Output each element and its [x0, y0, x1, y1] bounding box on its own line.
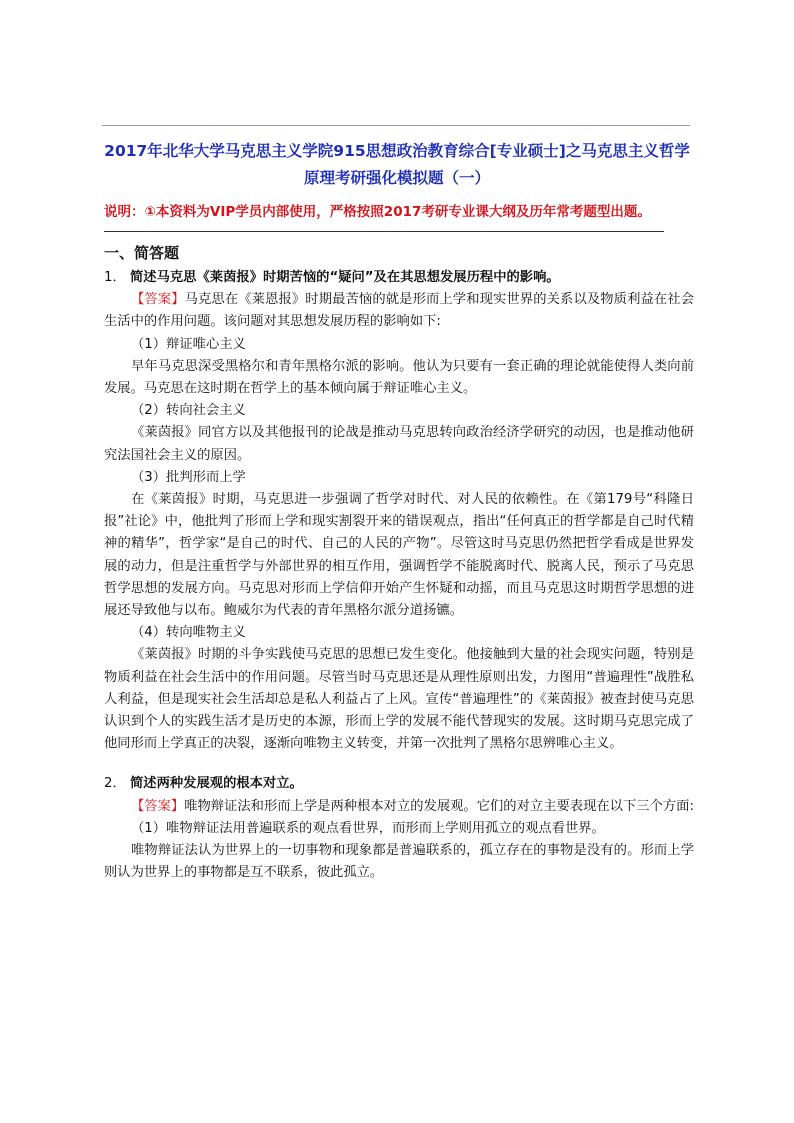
- question-spacer: [104, 755, 694, 773]
- point-text: 《莱茵报》同官方以及其他报刊的论战是推动马克思转向政治经济学研究的动因，也是推动他研究法国社会主义的原因。: [104, 425, 694, 463]
- answer-tag: 【答案】: [131, 798, 185, 814]
- document-title: [92, 138, 702, 192]
- question-number: 1．: [104, 270, 126, 285]
- point-heading: （3）批判形而上学: [131, 469, 246, 485]
- question-2: [104, 773, 694, 795]
- point-heading: （1）唯物辩证法用普遍联系的观点看世界，而形而上学则用孤立的观点看世界。: [131, 820, 605, 836]
- section-title: 一、简答题: [104, 244, 180, 262]
- point-heading: （1）辩证唯心主义: [131, 336, 246, 352]
- answer-text: 唯物辩证法和形而上学是两种根本对立的发展观。它们的对立主要表现在以下三个方面:: [184, 798, 694, 814]
- answer-intro: [104, 796, 694, 818]
- answer-intro: [104, 289, 694, 333]
- point-heading: （2）转向社会主义: [131, 403, 246, 419]
- notice-rule: [104, 231, 664, 232]
- question-text: 简述马克思《莱茵报》时期苦恼的“疑问”及在其思想发展历程中的影响。: [130, 270, 560, 285]
- point-text: 早年马克思深受黑格尔和青年黑格尔派的影响。他认为只要有一套正确的理论就能使得人类向前发展。马克思在这时期在哲学上的基本倾向属于辩证唯心主义。: [104, 358, 694, 397]
- question-text: 简述两种发展观的根本对立。: [130, 776, 303, 792]
- title-line-1: 2017年北华大学马克思主义学院915思想政治教育综合[专业硕士]之马克思主义哲学: [104, 142, 690, 160]
- answer-text: 马克思在《莱恩报》时期最苦恼的就是形而上学和现实世界的关系以及物质利益在社会生活中的作用问题。该问题对其思想发展历程的影响如下:: [104, 292, 695, 330]
- question-1: [104, 267, 694, 289]
- point-text: 在《莱茵报》时期，马克思进一步强调了哲学对时代、对人民的依赖性。在《第179号“科隆日报”社论》中，他批判了形而上学和现实割裂开来的错误观点，指出“任何真正的哲学都是自己时代精神的精华”，哲学家“是自己的时代、自己的人民的产物”。尽管这时马克思仍然把哲学看成是世界发展的动力，但是注重哲学与外部世界的相互作用，强调哲学不能脱离时代、脱离人民，预示了马克思哲学思想的发展方向。马克思对形而上学信仰开始产生怀疑和动摇，而且马克思这时期哲学思想的进展还导致他与以布。鲍威尔为代表的青年黑格尔派分道扬镳。: [104, 492, 694, 619]
- document-body: [104, 267, 694, 884]
- question-number: 2．: [104, 776, 126, 792]
- answer-tag: 【答案】: [131, 292, 185, 308]
- point-text: 唯物辩证法认为世界上的一切事物和现象都是普遍联系的，孤立存在的事物是没有的。形而上学则认为世界上的事物都是互不联系，彼此孤立。: [104, 843, 694, 881]
- point-heading: （4）转向唯物主义: [131, 625, 246, 641]
- title-line-2: 原理考研强化模拟题（一）: [303, 169, 490, 187]
- header-rule: [102, 125, 690, 126]
- point-text: 《莱茵报》时期的斗争实践使马克思的思想已发生变化。他接触到大量的社会现实问题，特别是物质利益在社会生活中的作用问题。尽管当时马克思还是从理性原则出发，力图用“普遍理性”战胜私人利益，但是现实社会生活却总是私人利益占了上风。宣传“普遍理性”的《莱茵报》被查封使马克思认识到个人的实践生活才是历史的本源，形而上学的发展不能代替现实的发展。这时期马克思完成了他同形而上学真正的决裂，逐渐向唯物主义转变，并第一次批判了黑格尔思辨唯心主义。: [104, 647, 694, 752]
- usage-notice: 说明：①本资料为VIP学员内部使用，严格按照2017考研专业课大纲及历年常考题型出题。: [104, 204, 651, 220]
